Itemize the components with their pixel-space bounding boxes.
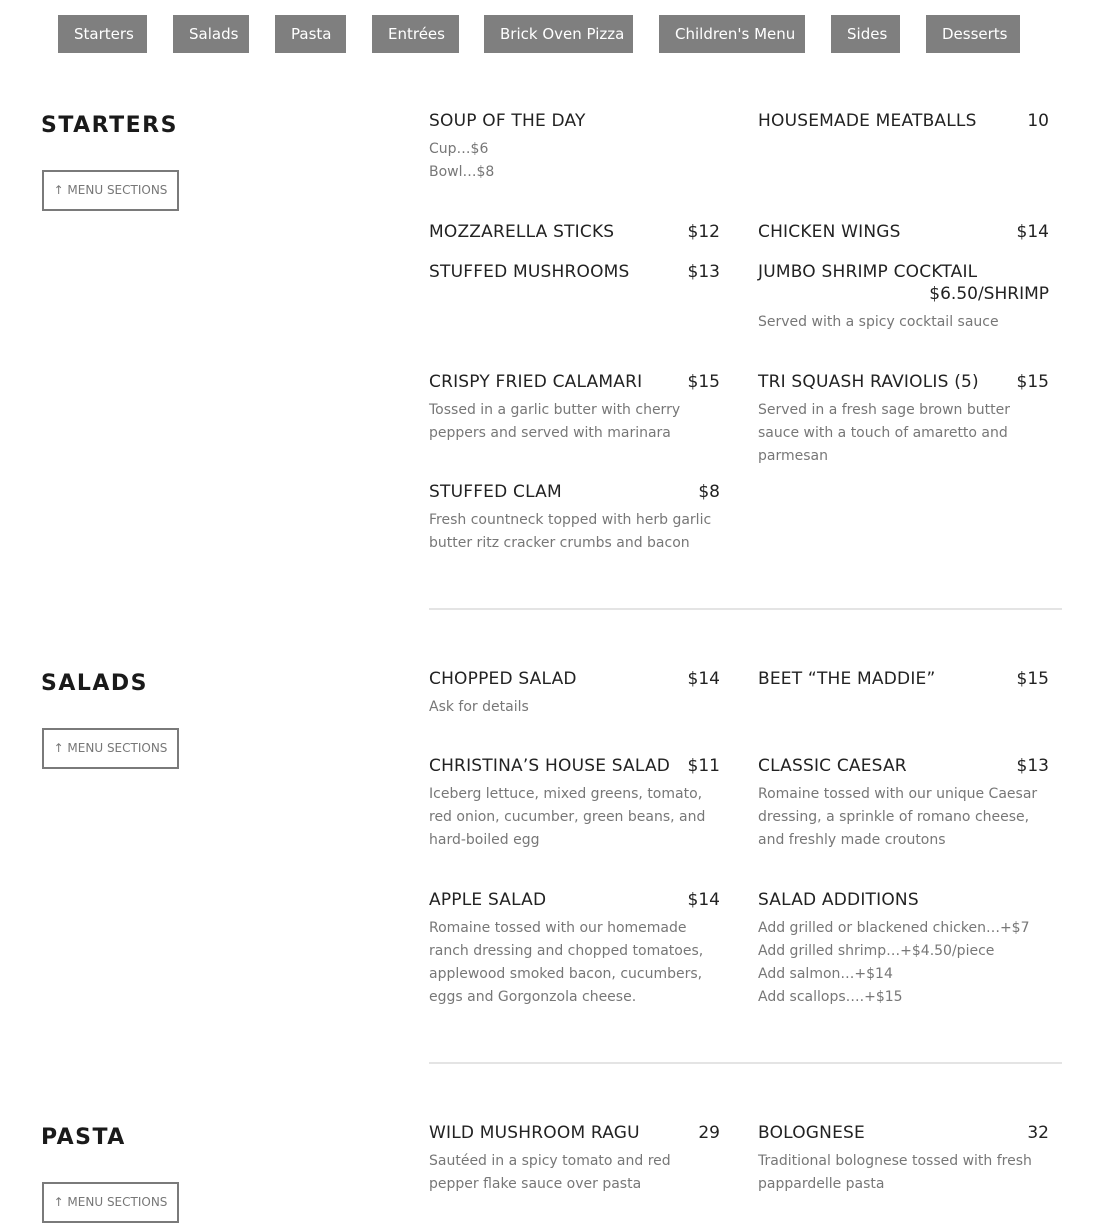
- menu-nav: [58, 15, 1020, 53]
- item-description: Tossed in a garlic butter with cherry peppers and served with marinara: [429, 402, 681, 441]
- nav-childrens-menu-button[interactable]: Children's Menu: [659, 15, 805, 53]
- nav-starters-button[interactable]: Starters: [58, 15, 147, 53]
- menu-item-housemade-meatballs: [758, 110, 1049, 132]
- item-price: $15: [1016, 372, 1049, 392]
- item-name: CHOPPED SALAD: [429, 669, 577, 689]
- item-name: HOUSEMADE MEATBALLS: [758, 111, 977, 131]
- item-name: BEET “THE MADDIE”: [758, 669, 936, 689]
- item-description: Sautéed in a spicy tomato and red pepper flake sauce over pasta: [429, 1153, 671, 1192]
- item-price: $11: [687, 756, 720, 776]
- item-description: [758, 917, 1049, 1009]
- menu-item-mozzarella-sticks: [429, 221, 720, 243]
- menu-item-christinas-house-salad: [429, 755, 720, 852]
- menu-item-soup-of-the-day: [429, 110, 720, 184]
- item-name: JUMBO SHRIMP COCKTAIL: [758, 262, 978, 282]
- item-price: $15: [687, 372, 720, 392]
- item-desc-line: Add scallops….+$15: [758, 989, 903, 1005]
- item-price: $12: [687, 222, 720, 242]
- menu-item-stuffed-clam: [429, 481, 720, 555]
- nav-pasta-button[interactable]: Pasta: [275, 15, 346, 53]
- nav-entrees-button[interactable]: Entrées: [372, 15, 459, 53]
- item-name: TRI SQUASH RAVIOLIS (5): [758, 372, 979, 392]
- menu-item-tri-squash-raviolis: [758, 371, 1049, 468]
- menu-item-stuffed-mushrooms: [429, 261, 720, 283]
- item-desc-line: Add grilled shrimp…+$4.50/piece: [758, 943, 995, 959]
- menu-item-crispy-fried-calamari: [429, 371, 720, 445]
- item-description: [429, 138, 720, 184]
- menu-item-beet-the-maddie: [758, 668, 1049, 690]
- item-name: CRISPY FRIED CALAMARI: [429, 372, 643, 392]
- item-price: 29: [698, 1123, 720, 1143]
- item-desc-line: Bowl…$8: [429, 164, 495, 180]
- menu-item-classic-caesar: [758, 755, 1049, 852]
- item-price: 32: [1027, 1123, 1049, 1143]
- menu-sections-button[interactable]: ↑ MENU SECTIONS: [42, 170, 179, 211]
- item-name: CHRISTINA’S HOUSE SALAD: [429, 756, 671, 776]
- section-divider: [429, 608, 1062, 610]
- menu-item-jumbo-shrimp-cocktail: [758, 261, 1049, 334]
- item-price: $15: [1016, 669, 1049, 689]
- item-price: $14: [687, 669, 720, 689]
- item-desc-line: Add grilled or blackened chicken…+$7: [758, 920, 1030, 936]
- section-title-pasta: PASTA: [41, 1125, 126, 1150]
- menu-sections-button[interactable]: ↑ MENU SECTIONS: [42, 1182, 179, 1223]
- item-name: STUFFED CLAM: [429, 482, 562, 502]
- nav-sides-button[interactable]: Sides: [831, 15, 900, 53]
- item-desc-line: Cup…$6: [429, 141, 489, 157]
- item-name: SALAD ADDITIONS: [758, 890, 919, 910]
- item-price: 10: [1027, 111, 1049, 131]
- item-description: Served in a fresh sage brown butter sauce with a touch of amaretto and parmesan: [758, 402, 1010, 464]
- item-description: Served with a spicy cocktail sauce: [758, 314, 999, 330]
- nav-desserts-button[interactable]: Desserts: [926, 15, 1020, 53]
- section-title-starters: STARTERS: [41, 113, 178, 138]
- item-description: Ask for details: [429, 699, 529, 715]
- menu-sections-button[interactable]: ↑ MENU SECTIONS: [42, 728, 179, 769]
- item-description: Romaine tossed with our unique Caesar dressing, a sprinkle of romano cheese, and freshly made croutons: [758, 786, 1038, 848]
- item-price: $13: [687, 262, 720, 282]
- menu-item-bolognese: [758, 1122, 1049, 1196]
- item-price: $6.50/SHRIMP: [929, 284, 1049, 304]
- item-name: BOLOGNESE: [758, 1123, 865, 1143]
- item-desc-line: Add salmon…+$14: [758, 966, 893, 982]
- section-divider: [429, 1062, 1062, 1064]
- item-description: Traditional bolognese tossed with fresh pappardelle pasta: [758, 1153, 1032, 1192]
- item-description: Fresh countneck topped with herb garlic butter ritz cracker crumbs and bacon: [429, 512, 712, 551]
- nav-salads-button[interactable]: Salads: [173, 15, 249, 53]
- item-name: STUFFED MUSHROOMS: [429, 262, 630, 282]
- menu-item-chicken-wings: [758, 221, 1049, 243]
- menu-item-apple-salad: [429, 889, 720, 1009]
- item-name: MOZZARELLA STICKS: [429, 222, 615, 242]
- menu-item-chopped-salad: [429, 668, 720, 719]
- item-description: Romaine tossed with our homemade ranch dressing and chopped tomatoes, applewood smoked bacon, cucumbers, eggs and Gorgonzola cheese.: [429, 920, 704, 1005]
- item-name: SOUP OF THE DAY: [429, 111, 586, 131]
- item-description: Iceberg lettuce, mixed greens, tomato, red onion, cucumber, green beans, and hard-boiled egg: [429, 786, 706, 848]
- item-price: $14: [687, 890, 720, 910]
- menu-item-salad-additions: [758, 889, 1049, 1009]
- item-name: CHICKEN WINGS: [758, 222, 901, 242]
- nav-brick-oven-pizza-button[interactable]: Brick Oven Pizza: [484, 15, 633, 53]
- item-price: $14: [1016, 222, 1049, 242]
- item-price: $13: [1016, 756, 1049, 776]
- item-price: $8: [698, 482, 720, 502]
- item-name: CLASSIC CAESAR: [758, 756, 907, 776]
- menu-item-wild-mushroom-ragu: [429, 1122, 720, 1196]
- item-name: WILD MUSHROOM RAGU: [429, 1123, 640, 1143]
- section-title-salads: SALADS: [41, 671, 149, 696]
- item-name: APPLE SALAD: [429, 890, 547, 910]
